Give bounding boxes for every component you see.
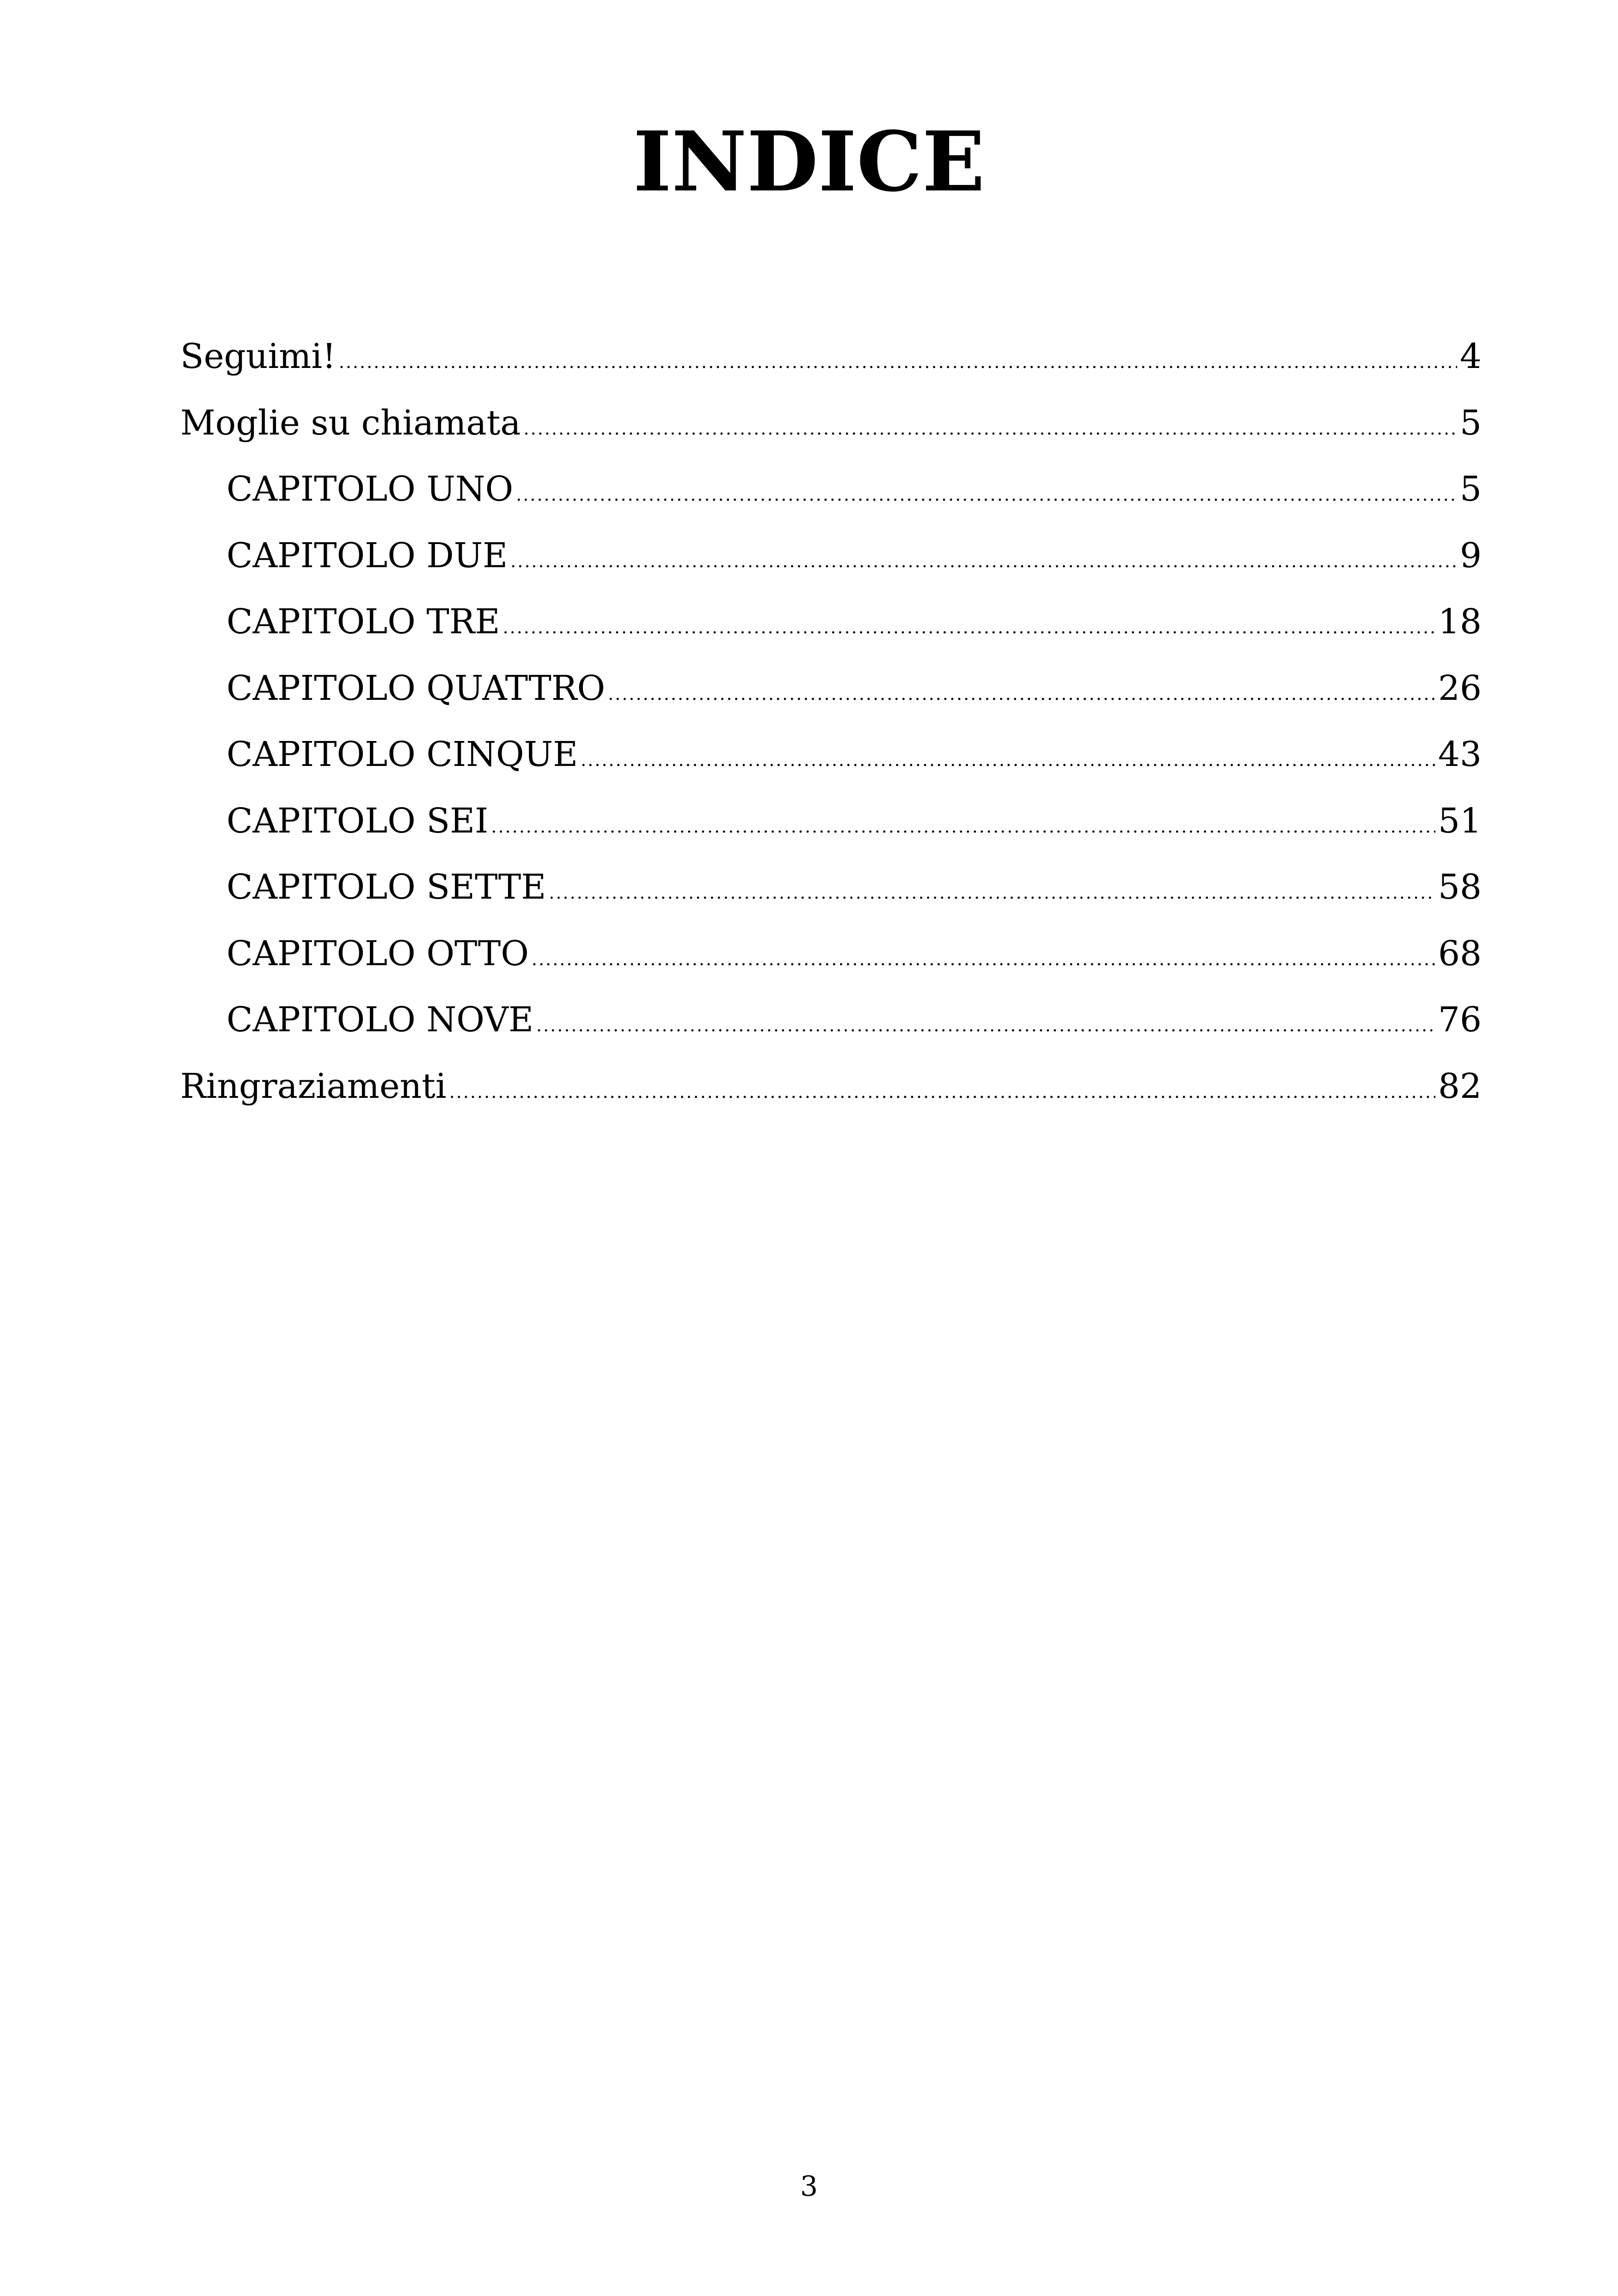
dot-leader <box>549 860 1435 926</box>
toc-entry-seguimi[interactable] <box>180 324 1482 390</box>
toc-entry-label: CAPITOLO DUE <box>227 535 508 576</box>
toc-entry-capitolo-cinque[interactable] <box>180 722 1482 788</box>
dot-leader <box>491 794 1435 860</box>
toc-entry-label: CAPITOLO UNO <box>227 469 514 509</box>
toc-entry-page: 43 <box>1438 735 1482 774</box>
toc-entry-capitolo-sette[interactable] <box>180 854 1482 921</box>
toc-entry-moglie-su-chiamata[interactable] <box>180 390 1482 457</box>
dot-leader <box>339 329 1457 396</box>
dot-leader <box>532 926 1435 993</box>
toc-entry-capitolo-uno[interactable] <box>180 456 1482 523</box>
page-number: 3 <box>800 2170 818 2203</box>
toc-entry-label: CAPITOLO QUATTRO <box>227 668 606 708</box>
toc-entry-capitolo-sei[interactable] <box>180 788 1482 855</box>
toc-entry-page: 5 <box>1459 403 1482 443</box>
dot-leader <box>510 528 1457 595</box>
toc-entry-page: 9 <box>1459 535 1482 576</box>
dot-leader <box>536 992 1435 1059</box>
toc-entry-capitolo-due[interactable] <box>180 523 1482 589</box>
toc-entry-label: CAPITOLO SETTE <box>227 867 546 907</box>
toc-entry-page: 76 <box>1438 1000 1482 1040</box>
toc-entry-page: 58 <box>1438 867 1482 907</box>
toc-entry-capitolo-nove[interactable] <box>180 987 1482 1053</box>
toc-entry-label: CAPITOLO TRE <box>227 602 500 642</box>
toc-entry-capitolo-tre[interactable] <box>180 589 1482 655</box>
dot-leader <box>581 727 1435 794</box>
toc-entry-page: 5 <box>1459 469 1482 509</box>
toc-entry-page: 4 <box>1459 337 1482 376</box>
toc-entry-label: CAPITOLO NOVE <box>227 1000 534 1040</box>
dot-leader <box>524 396 1457 462</box>
dot-leader <box>516 462 1457 528</box>
toc-entry-page: 18 <box>1438 602 1482 642</box>
toc-entry-label: Seguimi! <box>180 337 336 376</box>
toc-entry-ringraziamenti[interactable] <box>180 1053 1482 1120</box>
toc-entry-page: 68 <box>1438 933 1482 974</box>
dot-leader <box>503 594 1435 661</box>
toc-entry-label: Ringraziamenti <box>180 1066 447 1106</box>
table-of-contents <box>180 324 1482 1120</box>
toc-entry-capitolo-quattro[interactable] <box>180 655 1482 722</box>
dot-leader <box>608 661 1435 728</box>
page-title: INDICE <box>633 113 985 210</box>
toc-entry-label: CAPITOLO SEI <box>227 801 489 841</box>
dot-leader <box>449 1059 1435 1126</box>
toc-entry-label: CAPITOLO OTTO <box>227 933 529 974</box>
toc-entry-label: Moglie su chiamata <box>180 403 521 443</box>
toc-entry-capitolo-otto[interactable] <box>180 921 1482 987</box>
toc-entry-page: 26 <box>1438 668 1482 708</box>
toc-entry-page: 82 <box>1438 1066 1482 1106</box>
toc-entry-label: CAPITOLO CINQUE <box>227 735 578 774</box>
toc-entry-page: 51 <box>1438 801 1482 841</box>
